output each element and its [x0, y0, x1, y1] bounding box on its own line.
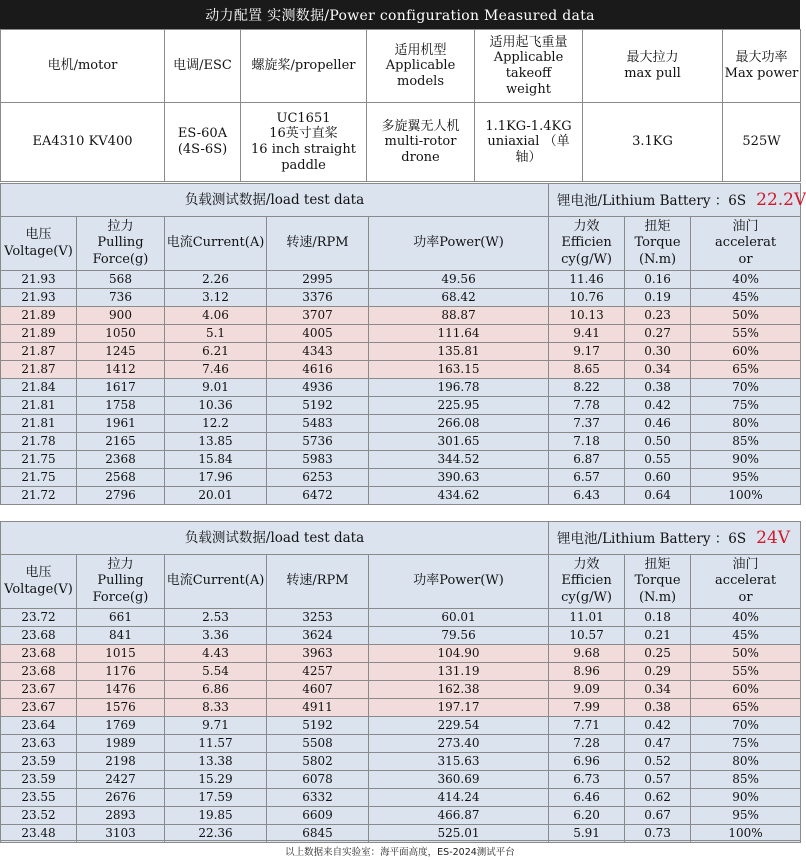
cell-power: 315.63	[369, 753, 549, 771]
col-efficiency: 力效 Efficien cy(g/W)	[549, 555, 625, 609]
table-row	[1, 663, 801, 681]
cell-torque: 0.42	[625, 397, 691, 415]
cell-torque: 0.34	[625, 361, 691, 379]
cell-torque: 0.50	[625, 433, 691, 451]
col-current: 电流Current(A)	[165, 555, 267, 609]
cell-voltage: 23.68	[1, 663, 77, 681]
cell-rpm: 5736	[267, 433, 369, 451]
cell-rpm: 4607	[267, 681, 369, 699]
col-voltage: 电压 Voltage(V)	[1, 555, 77, 609]
value-propeller: UC1651 16英寸直桨 16 inch straight paddle	[241, 103, 367, 182]
cell-efficiency: 10.57	[549, 627, 625, 645]
col-power: 功率Power(W)	[369, 555, 549, 609]
cell-throttle: 90%	[691, 451, 801, 469]
table-row	[1, 379, 801, 397]
cell-throttle: 85%	[691, 433, 801, 451]
cell-voltage: 21.75	[1, 451, 77, 469]
cell-voltage: 23.59	[1, 771, 77, 789]
cell-efficiency: 6.87	[549, 451, 625, 469]
table-row	[1, 361, 801, 379]
cell-throttle: 50%	[691, 307, 801, 325]
cell-efficiency: 8.65	[549, 361, 625, 379]
cell-voltage: 23.55	[1, 789, 77, 807]
cell-pull: 2796	[77, 487, 165, 505]
cell-rpm: 6472	[267, 487, 369, 505]
cell-voltage: 21.84	[1, 379, 77, 397]
cell-throttle: 80%	[691, 753, 801, 771]
cell-rpm: 5192	[267, 717, 369, 735]
cell-current: 5.54	[165, 663, 267, 681]
cell-voltage: 21.93	[1, 271, 77, 289]
cell-current: 15.84	[165, 451, 267, 469]
cell-pull: 1176	[77, 663, 165, 681]
cell-current: 6.21	[165, 343, 267, 361]
table-row	[1, 433, 801, 451]
cell-throttle: 100%	[691, 487, 801, 505]
cell-throttle: 55%	[691, 325, 801, 343]
cell-power: 360.69	[369, 771, 549, 789]
battery-voltage: 24V	[756, 527, 791, 548]
cell-pull: 1617	[77, 379, 165, 397]
table-row	[1, 343, 801, 361]
cell-rpm: 4343	[267, 343, 369, 361]
cell-throttle: 65%	[691, 699, 801, 717]
cell-current: 17.59	[165, 789, 267, 807]
cell-torque: 0.55	[625, 451, 691, 469]
cell-torque: 0.16	[625, 271, 691, 289]
cell-torque: 0.46	[625, 415, 691, 433]
cell-power: 390.63	[369, 469, 549, 487]
cell-pull: 1015	[77, 645, 165, 663]
col-rpm: 转速/RPM	[267, 555, 369, 609]
cell-pull: 2893	[77, 807, 165, 825]
value-motor: EA4310 KV400	[1, 103, 165, 182]
cell-torque: 0.38	[625, 699, 691, 717]
cell-torque: 0.34	[625, 681, 691, 699]
cell-current: 22.36	[165, 825, 267, 843]
cell-current: 6.86	[165, 681, 267, 699]
cell-voltage: 23.67	[1, 699, 77, 717]
cell-efficiency: 9.41	[549, 325, 625, 343]
cell-power: 344.52	[369, 451, 549, 469]
cell-throttle: 65%	[691, 361, 801, 379]
cell-voltage: 21.72	[1, 487, 77, 505]
cell-rpm: 4257	[267, 663, 369, 681]
col-rpm: 转速/RPM	[267, 217, 369, 271]
cell-power: 196.78	[369, 379, 549, 397]
cell-current: 17.96	[165, 469, 267, 487]
cell-efficiency: 6.57	[549, 469, 625, 487]
cell-torque: 0.27	[625, 325, 691, 343]
col-throttle: 油门 accelerat or	[691, 217, 801, 271]
value-max-power: 525W	[723, 103, 801, 182]
cell-efficiency: 5.91	[549, 825, 625, 843]
cell-pull: 3103	[77, 825, 165, 843]
cell-power: 163.15	[369, 361, 549, 379]
cell-current: 4.06	[165, 307, 267, 325]
cell-throttle: 70%	[691, 379, 801, 397]
cell-torque: 0.42	[625, 717, 691, 735]
cell-current: 2.53	[165, 609, 267, 627]
cell-efficiency: 6.20	[549, 807, 625, 825]
table-row	[1, 487, 801, 505]
cell-power: 104.90	[369, 645, 549, 663]
cell-rpm: 4005	[267, 325, 369, 343]
cell-pull: 1476	[77, 681, 165, 699]
table-row	[1, 469, 801, 487]
table-row	[1, 609, 801, 627]
cell-torque: 0.73	[625, 825, 691, 843]
col-torque: 扭矩 Torque (N.m)	[625, 555, 691, 609]
cell-pull: 2427	[77, 771, 165, 789]
cell-torque: 0.38	[625, 379, 691, 397]
table-row	[1, 753, 801, 771]
header-max-pull: 最大拉力 max pull	[583, 30, 723, 103]
sheet-title: 动力配置 实测数据/Power configuration Measured data	[0, 0, 800, 29]
cell-throttle: 75%	[691, 735, 801, 753]
cell-current: 10.36	[165, 397, 267, 415]
cell-power: 79.56	[369, 627, 549, 645]
cell-torque: 0.52	[625, 753, 691, 771]
cell-voltage: 23.64	[1, 717, 77, 735]
cell-voltage: 21.87	[1, 361, 77, 379]
cell-pull: 2676	[77, 789, 165, 807]
cell-rpm: 2995	[267, 271, 369, 289]
cell-current: 9.71	[165, 717, 267, 735]
cell-torque: 0.30	[625, 343, 691, 361]
cell-torque: 0.47	[625, 735, 691, 753]
cell-power: 225.95	[369, 397, 549, 415]
cell-rpm: 5983	[267, 451, 369, 469]
cell-rpm: 4616	[267, 361, 369, 379]
cell-power: 135.81	[369, 343, 549, 361]
cell-torque: 0.18	[625, 609, 691, 627]
cell-throttle: 40%	[691, 609, 801, 627]
col-throttle: 油门 accelerat or	[691, 555, 801, 609]
cell-rpm: 6845	[267, 825, 369, 843]
cell-torque: 0.19	[625, 289, 691, 307]
table-row	[1, 451, 801, 469]
cell-rpm: 5483	[267, 415, 369, 433]
cell-torque: 0.25	[625, 645, 691, 663]
cell-power: 266.08	[369, 415, 549, 433]
cell-current: 15.29	[165, 771, 267, 789]
cell-voltage: 21.87	[1, 343, 77, 361]
cell-throttle: 75%	[691, 397, 801, 415]
cell-rpm: 6332	[267, 789, 369, 807]
cell-torque: 0.67	[625, 807, 691, 825]
cell-throttle: 60%	[691, 681, 801, 699]
cell-throttle: 90%	[691, 789, 801, 807]
cell-pull: 841	[77, 627, 165, 645]
cell-voltage: 21.75	[1, 469, 77, 487]
table-row	[1, 699, 801, 717]
cell-voltage: 21.81	[1, 397, 77, 415]
cell-torque: 0.60	[625, 469, 691, 487]
table-row	[1, 681, 801, 699]
header-propeller: 螺旋桨/propeller	[241, 30, 367, 103]
value-max-pull: 3.1KG	[583, 103, 723, 182]
cell-voltage: 21.81	[1, 415, 77, 433]
table-row	[1, 415, 801, 433]
test-label: 负载测试数据/load test data	[1, 522, 549, 555]
table-row	[1, 717, 801, 735]
cell-pull: 736	[77, 289, 165, 307]
cell-efficiency: 9.17	[549, 343, 625, 361]
cell-power: 273.40	[369, 735, 549, 753]
cell-pull: 2368	[77, 451, 165, 469]
header-weight: 适用起飞重量 Applicable takeoff weight	[475, 30, 583, 103]
battery-info	[549, 184, 806, 217]
table-row	[1, 789, 801, 807]
cell-efficiency: 11.46	[549, 271, 625, 289]
cell-current: 8.33	[165, 699, 267, 717]
cell-rpm: 4936	[267, 379, 369, 397]
cell-efficiency: 6.43	[549, 487, 625, 505]
cell-power: 49.56	[369, 271, 549, 289]
table-row	[1, 325, 801, 343]
cell-efficiency: 11.01	[549, 609, 625, 627]
col-current: 电流Current(A)	[165, 217, 267, 271]
battery-text: 锂电池/Lithium Battery ：6S	[557, 530, 747, 547]
cell-pull: 2198	[77, 753, 165, 771]
cell-current: 2.26	[165, 271, 267, 289]
cell-power: 434.62	[369, 487, 549, 505]
column-header-row	[1, 217, 801, 271]
battery-info	[549, 522, 801, 555]
cell-voltage: 23.59	[1, 753, 77, 771]
cell-efficiency: 7.71	[549, 717, 625, 735]
cell-current: 3.36	[165, 627, 267, 645]
table-row	[1, 271, 801, 289]
cell-pull: 1769	[77, 717, 165, 735]
config-value-row	[1, 103, 801, 182]
cell-current: 12.2	[165, 415, 267, 433]
cell-voltage: 21.93	[1, 289, 77, 307]
cell-voltage: 23.52	[1, 807, 77, 825]
cell-efficiency: 7.18	[549, 433, 625, 451]
table-row	[1, 735, 801, 753]
header-motor: 电机/motor	[1, 30, 165, 103]
table-row	[1, 289, 801, 307]
cell-pull: 900	[77, 307, 165, 325]
cell-throttle: 95%	[691, 469, 801, 487]
cell-rpm: 5192	[267, 397, 369, 415]
load-test-table-24v	[0, 521, 801, 843]
cell-power: 68.42	[369, 289, 549, 307]
cell-power: 88.87	[369, 307, 549, 325]
header-models: 适用机型 Applicable models	[367, 30, 475, 103]
cell-current: 7.46	[165, 361, 267, 379]
cell-torque: 0.64	[625, 487, 691, 505]
cell-throttle: 100%	[691, 825, 801, 843]
cell-power: 111.64	[369, 325, 549, 343]
table-row	[1, 771, 801, 789]
cell-pull: 2165	[77, 433, 165, 451]
cell-efficiency: 7.78	[549, 397, 625, 415]
col-pull: 拉力 Pulling Force(g)	[77, 217, 165, 271]
cell-throttle: 80%	[691, 415, 801, 433]
table-row	[1, 307, 801, 325]
cell-rpm: 3624	[267, 627, 369, 645]
cell-rpm: 5508	[267, 735, 369, 753]
cell-rpm: 3253	[267, 609, 369, 627]
cell-pull: 1576	[77, 699, 165, 717]
test-band	[1, 522, 801, 555]
cell-current: 5.1	[165, 325, 267, 343]
cell-current: 20.01	[165, 487, 267, 505]
value-models: 多旋翼无人机 multi-rotor drone	[367, 103, 475, 182]
cell-power: 301.65	[369, 433, 549, 451]
value-esc: ES-60A (4S-6S)	[165, 103, 241, 182]
cell-throttle: 70%	[691, 717, 801, 735]
test-label: 负载测试数据/load test data	[1, 184, 549, 217]
header-max-power: 最大功率 Max power	[723, 30, 801, 103]
cell-throttle: 40%	[691, 271, 801, 289]
cell-rpm: 6609	[267, 807, 369, 825]
cell-rpm: 6078	[267, 771, 369, 789]
cell-voltage: 21.89	[1, 325, 77, 343]
cell-pull: 1412	[77, 361, 165, 379]
cell-pull: 1245	[77, 343, 165, 361]
cell-current: 9.01	[165, 379, 267, 397]
table-row	[1, 397, 801, 415]
cell-current: 13.85	[165, 433, 267, 451]
table-row	[1, 627, 801, 645]
cell-voltage: 23.68	[1, 645, 77, 663]
header-esc: 电调/ESC	[165, 30, 241, 103]
footer-note: 以上数据来自实验室：海平面高度，ES-2024测试平台	[0, 840, 800, 860]
cell-torque: 0.62	[625, 789, 691, 807]
cell-voltage: 23.67	[1, 681, 77, 699]
cell-torque: 0.21	[625, 627, 691, 645]
cell-rpm: 6253	[267, 469, 369, 487]
cell-rpm: 3376	[267, 289, 369, 307]
config-table	[0, 29, 801, 182]
cell-throttle: 95%	[691, 807, 801, 825]
col-voltage: 电压 Voltage(V)	[1, 217, 77, 271]
cell-power: 197.17	[369, 699, 549, 717]
cell-pull: 1050	[77, 325, 165, 343]
cell-efficiency: 9.09	[549, 681, 625, 699]
col-efficiency: 力效 Efficien cy(g/W)	[549, 217, 625, 271]
cell-current: 19.85	[165, 807, 267, 825]
cell-power: 466.87	[369, 807, 549, 825]
cell-voltage: 23.48	[1, 825, 77, 843]
cell-voltage: 23.63	[1, 735, 77, 753]
col-power: 功率Power(W)	[369, 217, 549, 271]
cell-throttle: 55%	[691, 663, 801, 681]
cell-throttle: 50%	[691, 645, 801, 663]
cell-efficiency: 6.96	[549, 753, 625, 771]
cell-pull: 1989	[77, 735, 165, 753]
cell-pull: 568	[77, 271, 165, 289]
cell-voltage: 21.89	[1, 307, 77, 325]
cell-power: 131.19	[369, 663, 549, 681]
cell-efficiency: 7.37	[549, 415, 625, 433]
cell-torque: 0.57	[625, 771, 691, 789]
cell-rpm: 3963	[267, 645, 369, 663]
cell-pull: 661	[77, 609, 165, 627]
cell-power: 60.01	[369, 609, 549, 627]
table-row	[1, 807, 801, 825]
battery-voltage: 22.2V	[756, 189, 806, 210]
cell-power: 229.54	[369, 717, 549, 735]
cell-power: 414.24	[369, 789, 549, 807]
cell-current: 11.57	[165, 735, 267, 753]
cell-throttle: 60%	[691, 343, 801, 361]
cell-efficiency: 8.22	[549, 379, 625, 397]
test-band	[1, 184, 801, 217]
cell-pull: 1961	[77, 415, 165, 433]
cell-torque: 0.29	[625, 663, 691, 681]
load-test-table-22v	[0, 183, 806, 505]
battery-text: 锂电池/Lithium Battery ：6S	[557, 192, 747, 209]
cell-throttle: 45%	[691, 289, 801, 307]
table-row	[1, 645, 801, 663]
cell-power: 162.38	[369, 681, 549, 699]
config-header-row	[1, 30, 801, 103]
cell-voltage: 21.78	[1, 433, 77, 451]
cell-efficiency: 6.46	[549, 789, 625, 807]
cell-current: 13.38	[165, 753, 267, 771]
cell-throttle: 85%	[691, 771, 801, 789]
cell-rpm: 5802	[267, 753, 369, 771]
cell-power: 525.01	[369, 825, 549, 843]
col-pull: 拉力 Pulling Force(g)	[77, 555, 165, 609]
cell-throttle: 45%	[691, 627, 801, 645]
cell-torque: 0.23	[625, 307, 691, 325]
cell-efficiency: 7.28	[549, 735, 625, 753]
col-torque: 扭矩 Torque (N.m)	[625, 217, 691, 271]
cell-efficiency: 9.68	[549, 645, 625, 663]
column-header-row	[1, 555, 801, 609]
cell-efficiency: 7.99	[549, 699, 625, 717]
cell-efficiency: 8.96	[549, 663, 625, 681]
cell-efficiency: 6.73	[549, 771, 625, 789]
cell-rpm: 3707	[267, 307, 369, 325]
value-weight: 1.1KG-1.4KG uniaxial （单 轴）	[475, 103, 583, 182]
cell-voltage: 23.68	[1, 627, 77, 645]
cell-pull: 1758	[77, 397, 165, 415]
cell-rpm: 4911	[267, 699, 369, 717]
cell-current: 3.12	[165, 289, 267, 307]
cell-pull: 2568	[77, 469, 165, 487]
cell-efficiency: 10.76	[549, 289, 625, 307]
cell-current: 4.43	[165, 645, 267, 663]
cell-voltage: 23.72	[1, 609, 77, 627]
cell-efficiency: 10.13	[549, 307, 625, 325]
